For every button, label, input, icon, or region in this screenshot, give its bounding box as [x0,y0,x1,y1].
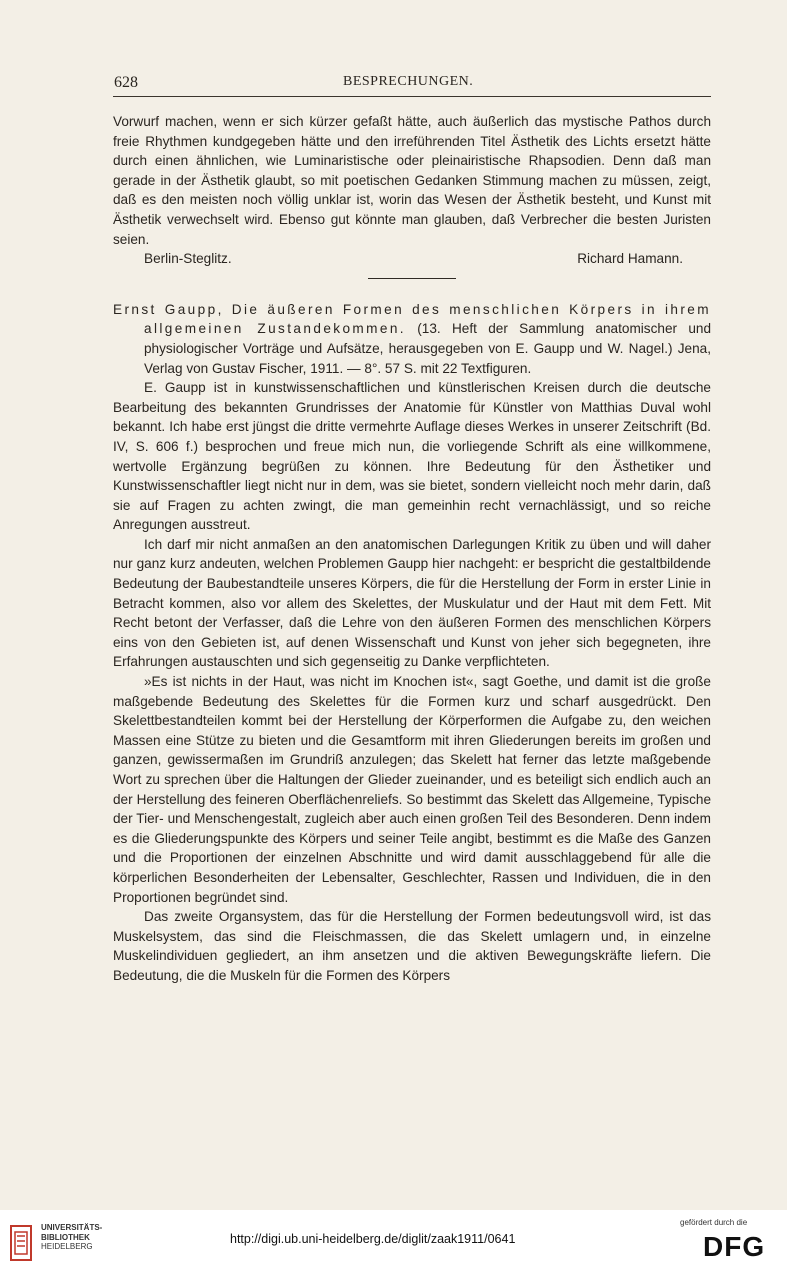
page-number: 628 [114,74,138,91]
page-header [113,74,711,97]
library-name: UNIVERSITÄTS- BIBLIOTHEK HEIDELBERG [41,1223,103,1251]
review2-bibliographic: (13. Heft der Sammlung anatomischer und physiologischer Vorträge und Aufsätze, herausgegeben von E. Gaupp und W. Nagel.) Jena, Verlag von Gustav Fischer, 1911. — 8°. 57 S. mit 22 Textfiguren. [144,321,711,376]
review1-author: Richard Hamann. [577,251,683,267]
funding-note: gefördert durch die [680,1218,748,1227]
review2-paragraph: E. Gaupp ist in kunstwissenschaftlichen und künstlerischen Kreisen durch die deutsche Bearbeitung des bekannten Grundrisses der Anatomie für Künstler von Matthias Duval wohl bekannt. Ich habe erst jüngst die dritte vermehrte Auflage dieses Werkes in unserer Zeitschrift (Bd. IV, S. 606 f.) besprochen und freue mich nun, die vorliegende Schrift als eine willkommene, wertvolle Ergänzung begrüßen zu können. Ihre Bedeutung für den Ästhetiker und Kunstwissenschaftler liegt nicht nur in dem, was sie bietet, sondern vielleicht noch mehr darin, daß sie auf Fragen zu achten zwingt, die man gemeinhin recht vernachlässigt, und so reiche Anregungen ausstreut. [113,380,711,533]
dfg-logo: DFG [703,1231,766,1262]
review1-place: Berlin-Steglitz. [144,251,232,267]
library-logo-icon [9,1222,35,1262]
section-divider [368,278,456,279]
review1-signature [113,249,711,269]
review2-title: Ernst Gaupp, Die äußeren Formen des menschlichen Körpers in ihrem allgemeinen Zustandekommen. [113,301,711,337]
permalink[interactable]: http://digi.ub.uni-heidelberg.de/diglit/zaak1911/0641 [230,1232,516,1246]
running-title: BESPRECHUNGEN. [343,74,474,89]
viewer-footer [0,1210,787,1269]
page-body [113,112,711,986]
review1-text: Vorwurf machen, wenn er sich kürzer gefaßt hätte, auch äußerlich das mystische Pathos durch freie Rhythmen kundgegeben hätte und den irreführenden Titel Ästhetik des Lichts ersetzt hätte durch einen ähnlichen, wie Luminaristische oder pleinairistische Rhapsodien. Denn daß man gerade in der Ästhetik glaubt, so mit poetischen Gedanken Stimmung machen zu müssen, zeigt, daß es den meisten noch völlig unklar ist, worin das Wesen der Ästhetik besteht, und Kunst mit Ästhetik verwechselt wird. Ebenso gut könnte man glauben, daß Verbrecher die besten Juristen seien. [113,114,711,247]
review2-reference [113,300,711,378]
review2-paragraph: Ich darf mir nicht anmaßen an den anatomischen Darlegungen Kritik zu üben und will daher nur ganz kurz andeuten, welchen Problemen Gaupp hier nachgeht: er bespricht die gestaltbildende Bedeutung der Baubestandteile unseres Körpers, die für die Herstellung der Form in erster Linie in Betracht kommen, also vor allem des Skelettes, der Muskulatur und der Haut mit dem Fett. Mit Recht betont der Verfasser, daß die Lehre von den äußeren Formen des menschlichen Körpers eins von den Gebieten ist, auf denen Wissenschaft und Kunst von jeher sich begegneten, ihre Erfahrungen austauschten und sich gegenseitig zu Danke verpflichteten. [113,536,711,670]
review2-paragraph: »Es ist nichts in der Haut, was nicht im Knochen ist«, sagt Goethe, und damit ist die große maßgebende Bedeutung des Skelettes für die Formen kurz und scharf ausgedrückt. Den Skelettbestandteilen kommt bei der Herstellung der Körperformen die Aufgabe zu, den weichen Massen eine Stütze zu bieten und die Gesamtform mit ihren Gliederungen bereits im großen und ganzen, gewissermaßen im Grundriß anzulegen; das Skelett hat ferner das letzte maßgebende Wort zu sprechen über die Haltungen der Glieder zueinander, und es beteiligt sich endlich auch an der Herstellung des feineren Oberflächenreliefs. So bestimmt das Skelett das Allgemeine, Typische der Tier- und Menschengestalt, zugleich aber auch einen großen Teil des Besonderen. Denn indem es die Gliederungspunkte des Körpers und seiner Teile angibt, bestimmt es die Maße des Ganzen und die Proportionen der einzelnen Abschnitte und wird damit ausschlaggebend für alle die körperlichen Besonderheiten der Lebensalter, Geschlechter, Rassen und Individuen, die in den Proportionen begründet sind. [113,674,711,905]
review2-paragraph: Das zweite Organsystem, das für die Herstellung der Formen bedeutungsvoll wird, ist das Muskelsystem, das sind die Fleischmassen, die das Skelett umlagern und, in einzelne Muskelindividuen gegliedert, an ihm ansetzen und die aktiven Bewegungskräfte liefern. Die Bedeutung, die die Muskeln für die Formen des Körpers [113,909,711,983]
